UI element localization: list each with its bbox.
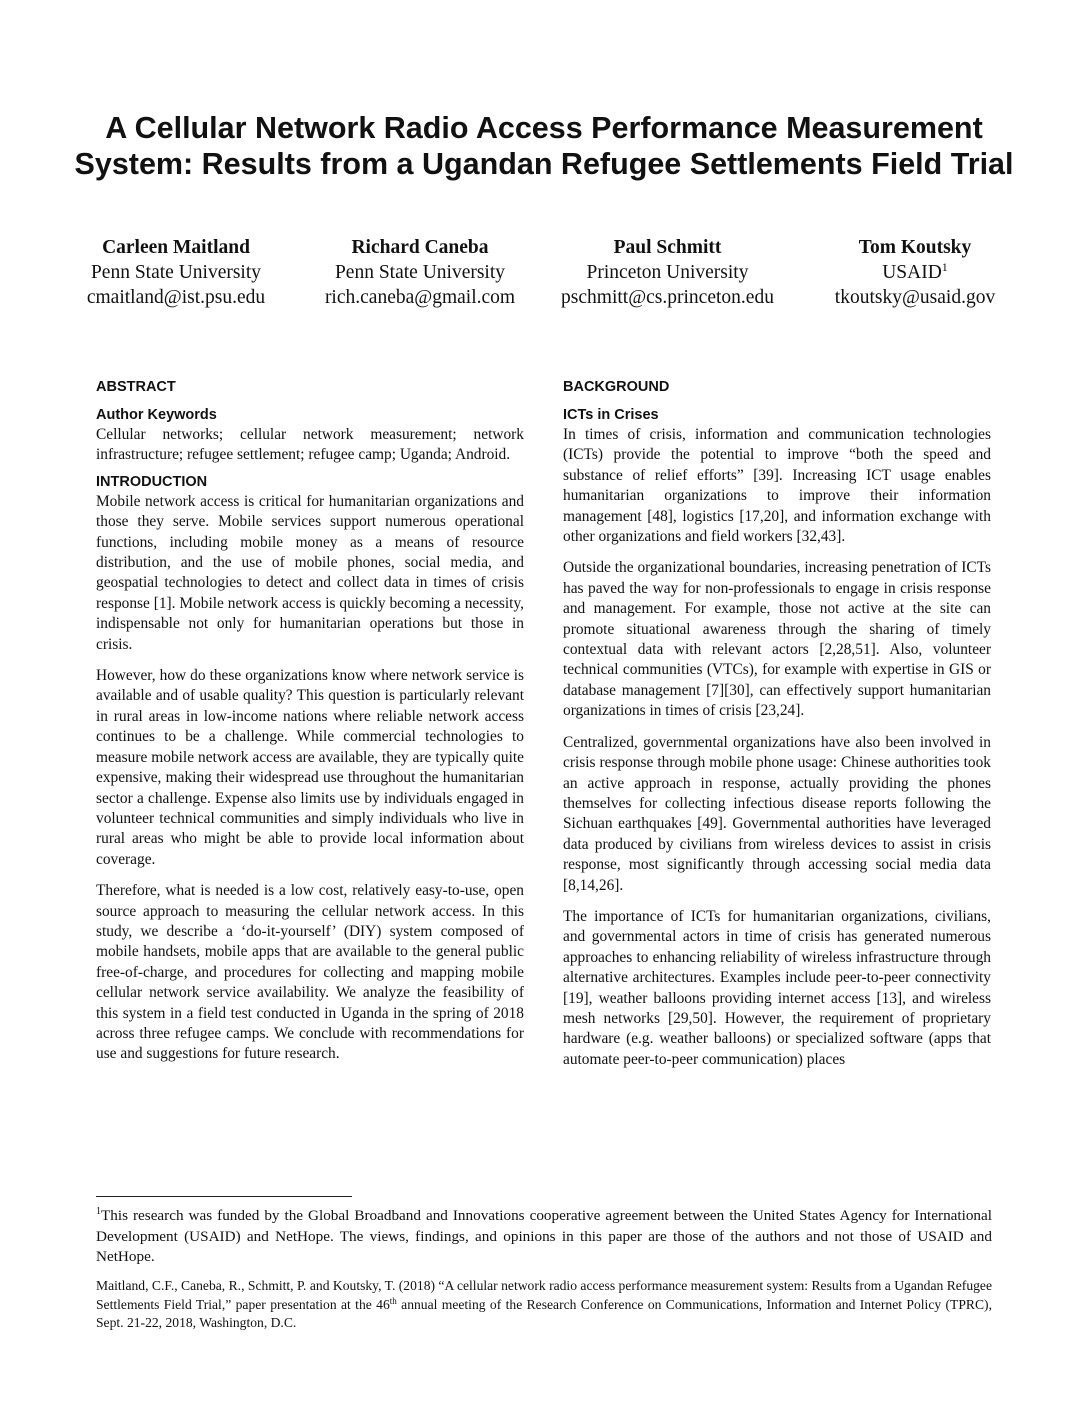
paper-title: A Cellular Network Radio Access Performance Measurement System: Results from a Ugandan Refugee Settlements Field Trial [74, 111, 1014, 181]
author-block [310, 235, 530, 310]
author-email: cmaitland@ist.psu.edu [86, 287, 266, 308]
author-email: rich.caneba@gmail.com [324, 287, 516, 308]
footnote-marker: 1 [941, 260, 948, 274]
author-block [815, 235, 1015, 310]
intro-paragraph: However, how do these organizations know where network service is available and of usable quality? This question is particularly relevant in rural areas in low-income nations where reliable network access continues to be a challenge. While commercial technologies to measure mobile network access are available, they are typically quite expensive, making their widespread use throughout the humanitarian sector a challenge. Expense also limits use by individuals engaged in volunteer technical communities and simply individuals who live in rural areas who might be able to provide local information about coverage. [96, 667, 524, 868]
author-name: Richard Caneba [351, 237, 489, 258]
footnote-text: This research was funded by the Global Broadband and Innovations cooperative agreement between the United States Agency for International Development (USAID) and NetHope. The views, findings, and opinions in this paper are those of the authors and not those of USAID and NetHope. [96, 1207, 992, 1265]
left-column [96, 377, 524, 1076]
background-paragraph: Centralized, governmental organizations have also been involved in crisis response through mobile phone usage: Chinese authorities took an active approach in response, actually providing the phones themselves for collecting infectious disease reports following the Sichuan earthquakes [49]. Governmental authorities have leveraged data produced by civilians from wireless devices to assist in crisis response, most significantly through accessing social media data [8,14,26]. [563, 733, 991, 894]
affiliation-text: USAID [882, 262, 942, 283]
footnote-divider [96, 1196, 352, 1197]
keywords-text: Cellular networks; cellular network measurement; network infrastructure; refugee settlement; refugee camp; Uganda; Android. [96, 426, 524, 464]
intro-paragraph: Mobile network access is critical for humanitarian organizations and those they serve. Mobile services support numerous operational functions, including mobile money as a means of resource distribution, and the use of mobile phones, social media, and geospatial technologies to detect and collect data in times of crisis response [1]. Mobile network access is quickly becoming a necessity, indispensable not only for humanitarian operations but those in crisis. [96, 492, 524, 653]
author-block [545, 235, 790, 310]
author-affiliation: Princeton University [586, 262, 749, 283]
author-email: pschmitt@cs.princeton.edu [561, 287, 774, 308]
footnote-marker: 1 [96, 1206, 101, 1217]
background-paragraph: In times of crisis, information and communication technologies (ICTs) provide the potential to improve “both the speed and substance of relief efforts” [39]. Increasing ICT usage enables humanitarian organizations to improve their information management [48], logistics [17,20], and information exchange with other organizations and field workers [32,43]. [563, 426, 991, 546]
citation [96, 1277, 992, 1333]
abstract-heading: ABSTRACT [96, 379, 176, 395]
author-name: Paul Schmitt [613, 237, 722, 258]
citation-text: Maitland, C.F., Caneba, R., Schmitt, P. and Koutsky, T. (2018) “A cellular network radio access performance measurement system: Results from a Ugandan Refugee Settlements Field Trial,” paper presentation at the 46 [96, 1278, 992, 1312]
citation-text-end: annual meeting of the Research Conference on Communications, Information and Internet Policy (TPRC), Sept. 21-22, 2018, Washington, D.C. [96, 1296, 992, 1330]
icts-in-crises-heading: ICTs in Crises [563, 407, 659, 423]
author-affiliation: Penn State University [334, 262, 506, 283]
author-name: Tom Koutsky [858, 237, 972, 258]
background-paragraph: Outside the organizational boundaries, increasing penetration of ICTs has paved the way for non-professionals to engage in crisis response and management. For example, those not active at the site can promote situational awareness through the sharing of timely contextual data with relevant actors [2,28,51]. Also, volunteer technical communities (VTCs), for example with expertise in GIS or database management [7][30], can effectively support humanitarian organizations in times of crisis [23,24]. [563, 559, 991, 720]
author-block [70, 235, 282, 310]
author-name: Carleen Maitland [102, 237, 250, 258]
keywords-heading: Author Keywords [96, 407, 217, 423]
intro-paragraph: Therefore, what is needed is a low cost, relatively easy-to-use, open source approach to measuring the cellular network access. In this study, we describe a ‘do-it-yourself’ (DIY) system composed of mobile handsets, mobile apps that are available to the general public free-of-charge, and procedures for collecting and mapping mobile cellular network service availability. We analyze the feasibility of this system in a field test conducted in Uganda in the spring of 2018 across three refugee camps. We conclude with recommendations for use and suggestions for future research. [96, 882, 524, 1063]
footnote [96, 1206, 992, 1268]
author-affiliation [815, 260, 1015, 285]
background-heading: BACKGROUND [563, 379, 670, 395]
right-column [563, 377, 991, 1081]
background-paragraph: The importance of ICTs for humanitarian organizations, civilians, and governmental actors in time of crisis has generated numerous approaches to enhancing reliability of wireless infrastructure through alternative architectures. Examples include peer-to-peer connectivity [19], weather balloons providing internet access [13], and wireless mesh networks [29,50]. However, the requirement of proprietary hardware (e.g. weather balloons) or specialized software (apps that automate peer-to-peer communication) places [563, 907, 991, 1068]
author-email: tkoutsky@usaid.gov [834, 287, 996, 308]
introduction-heading: INTRODUCTION [96, 473, 208, 490]
author-affiliation: Penn State University [90, 262, 262, 283]
citation-superscript: th [389, 1295, 397, 1306]
